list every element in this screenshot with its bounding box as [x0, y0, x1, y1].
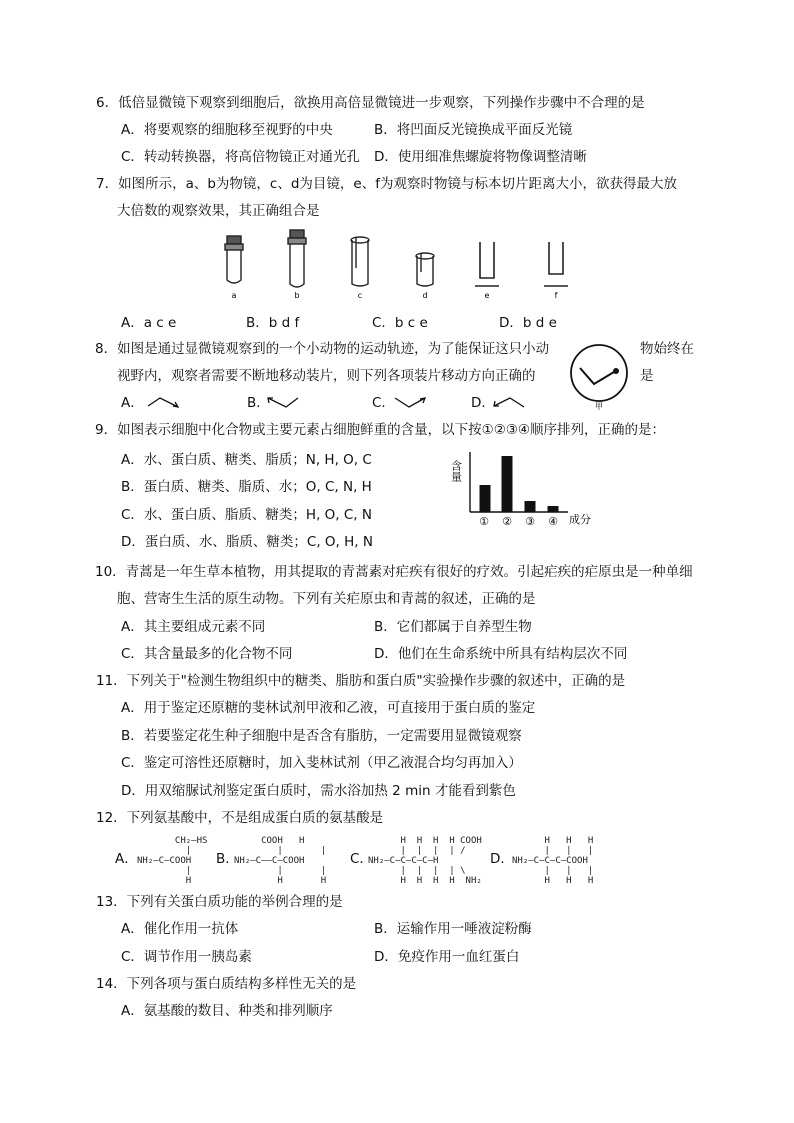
x-axis-label: 成分	[569, 513, 591, 526]
q7-option-d: D．b d e	[499, 315, 557, 331]
lens-label-a: a	[231, 291, 237, 300]
q7-lens-figure	[215, 228, 585, 308]
amino-acid-formula-b: COOH H | | NH₂—C——C—COOH | | H H	[234, 836, 327, 886]
q8-stem-line1b: 物始终在	[640, 341, 694, 357]
objective-lens-b-icon	[288, 230, 306, 287]
lens-label-e: e	[484, 291, 490, 300]
y-axis-label: 含量	[450, 460, 463, 482]
q9-option-d: D．蛋白质、水、脂质、糖类；C, O, H, N	[121, 534, 373, 550]
bar-4	[548, 506, 559, 512]
q8-stem-line2b: 是	[640, 368, 654, 384]
q10-stem-line2: 胞、营寄生生活的原生动物。下列有关疟原虫和青蒿的叙述，正确的是	[117, 591, 536, 607]
lens-label-b: b	[294, 291, 300, 300]
q12-option-b: B．	[216, 851, 239, 867]
q9-bar-chart	[450, 448, 600, 530]
bar-1	[480, 485, 491, 512]
q10-option-a: A．其主要组成元素不同	[121, 619, 266, 635]
q6-option-c: C．转动转换器，将高倍物镜正对通光孔	[121, 149, 360, 165]
q8-stem-line2a: 视野内，观察者需要不断地移动装片，则下列各项装片移动方向正确的	[117, 368, 536, 384]
q11-option-b: B．若要鉴定花生种子细胞中是否含有脂肪，一定需要用显微镜观察	[121, 728, 522, 744]
q8-option-d: D．	[471, 395, 495, 411]
lens-label-c: c	[357, 291, 363, 300]
tick-label-1: ①	[479, 515, 489, 528]
eyepiece-c-icon	[351, 237, 369, 286]
tick-label-2: ②	[502, 515, 512, 528]
q8-option-b: B．	[247, 395, 270, 411]
distance-f-icon	[544, 242, 568, 286]
q6-option-d: D．使用细准焦螺旋将物像调整清晰	[374, 149, 587, 165]
q12-option-c: C．	[350, 851, 373, 867]
q12-stem: 12．下列氨基酸中，不是组成蛋白质的氨基酸是	[96, 810, 384, 826]
q7-option-a: A．a c e	[121, 315, 177, 331]
q6-option-a: A．将要观察的细胞移至视野的中央	[121, 122, 333, 138]
amino-acid-formula-c: H H H H COOH | | | | / NH₂—C—C—C—C—H | | | | \ H H H H NH₂	[368, 836, 482, 886]
q13-option-d: D．免疫作用一血红蛋白	[374, 949, 520, 965]
q14-stem: 14．下列各项与蛋白质结构多样性无关的是	[96, 976, 357, 992]
q7-stem-line2: 大倍数的观察效果，其正确组合是	[117, 203, 320, 219]
q11-stem: 11．下列关于"检测生物组织中的糖类、脂肪和蛋白质"实验操作步骤的叙述中，正确的是	[96, 673, 626, 689]
q14-option-a: A．氨基酸的数目、种类和排列顺序	[121, 1003, 333, 1019]
q12-option-d: D．	[490, 851, 514, 867]
q7-stem-line1: 7．如图所示，a、b为物镜，c、d为目镜，e、f为观察时物镜与标本切片距离大小，欲获得最大放	[96, 176, 677, 192]
arrow-path-a-icon	[146, 394, 182, 410]
q13-stem: 13．下列有关蛋白质功能的举例合理的是	[96, 894, 343, 910]
q7-option-b: B．b d f	[246, 315, 300, 331]
bar-2	[502, 456, 513, 512]
amino-acid-formula-a: CH₂—HS | NH₂—C—COOH | H	[137, 836, 208, 886]
q6-stem: 6．低倍显微镜下观察到细胞后，欲换用高倍显微镜进一步观察，下列操作步骤中不合理的是	[96, 95, 645, 111]
q6-option-b: B．将凹面反光镜换成平面反光镜	[374, 122, 573, 138]
arrow-path-d-icon	[492, 394, 528, 410]
q8-stem-line1a: 8．如图是通过显微镜观察到的一个小动物的运动轨迹，为了能保证这只小动	[95, 341, 550, 357]
q7-option-c: C．b c e	[372, 315, 428, 331]
q13-option-b: B．运输作用一唾液淀粉酶	[374, 921, 532, 937]
tick-label-4: ④	[548, 515, 558, 528]
eyepiece-d-icon	[416, 253, 434, 286]
arrow-path-c-icon	[393, 394, 429, 410]
lens-label-f: f	[554, 291, 558, 300]
q13-option-a: A．催化作用一抗体	[121, 921, 239, 937]
q10-stem-line1: 10．青蒿是一年生草本植物，用其提取的青蒿素对疟疾有很好的疗效。引起疟疾的疟原虫是一种单细	[95, 564, 693, 580]
q11-option-c: C．鉴定可溶性还原糖时，加入斐林试剂（甲乙液混合均匀再加入）	[121, 755, 522, 771]
q10-option-b: B．它们都属于自养型生物	[374, 619, 532, 635]
q8-trajectory-figure	[566, 340, 636, 412]
amino-acid-formula-d: H H H | | | NH₂—C—C—C—COOH | | | H H H	[512, 836, 594, 886]
q12-option-a: A．	[115, 851, 138, 867]
q9-option-c: C．水、蛋白质、脂质、糖类；H, O, C, N	[121, 507, 372, 523]
q11-option-d: D．用双缩脲试剂鉴定蛋白质时，需水浴加热 2 min 才能看到紫色	[121, 783, 516, 799]
q10-option-c: C．其含量最多的化合物不同	[121, 646, 293, 662]
arrow-path-b-icon	[266, 394, 302, 410]
q8-option-a: A．	[121, 395, 144, 411]
objective-lens-a-icon	[225, 236, 243, 283]
distance-e-icon	[475, 242, 499, 286]
lens-label-d: d	[422, 291, 428, 300]
q9-option-a: A．水、蛋白质、糖类、脂质；N, H, O, C	[121, 452, 372, 468]
q8-figure-label: 甲	[595, 402, 603, 411]
q9-stem: 9．如图表示细胞中化合物或主要元素占细胞鲜重的含量，以下按①②③④顺序排列，正确的是：	[95, 422, 665, 438]
tick-label-3: ③	[525, 515, 535, 528]
q13-option-c: C．调节作用一胰岛素	[121, 949, 252, 965]
q10-option-d: D．他们在生命系统中所具有结构层次不同	[374, 646, 628, 662]
bar-3	[525, 501, 536, 512]
q8-option-c: C．	[372, 395, 395, 411]
q11-option-a: A．用于鉴定还原糖的斐林试剂甲液和乙液，可直接用于蛋白质的鉴定	[121, 700, 536, 716]
q9-option-b: B．蛋白质、糖类、脂质、水；O, C, N, H	[121, 479, 372, 495]
